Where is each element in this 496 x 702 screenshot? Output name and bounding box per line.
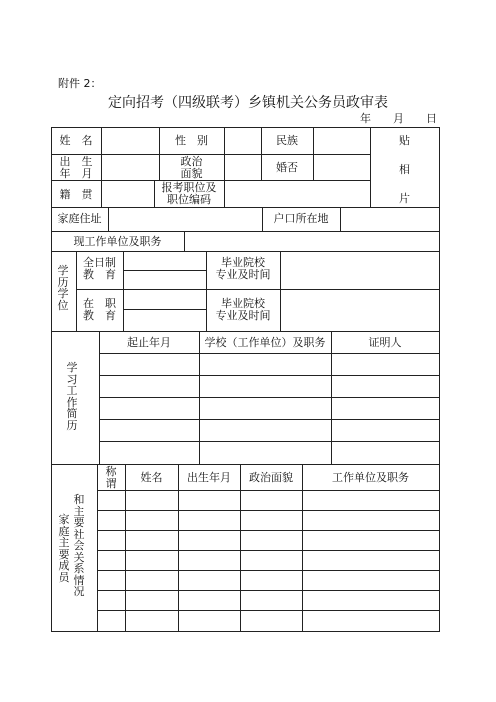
birth-label-line1: 出 生	[59, 155, 93, 168]
family-header-title-line1: 称	[105, 465, 117, 478]
ethnicity-label: 民族	[276, 134, 298, 147]
position-label-line2: 职位编码	[167, 193, 211, 206]
photo-label-char3: 片	[399, 192, 410, 205]
fulltime-school-label-line2: 专业及时间	[215, 268, 271, 281]
home-address-label: 家庭住址	[57, 212, 102, 225]
date-year-label: 年	[360, 112, 371, 125]
resume-section-label: 学习工作简历	[66, 361, 78, 432]
family-header-political: 政治面貌	[249, 471, 293, 484]
family-header-title-line2: 谓	[105, 477, 117, 490]
birth-label-line2: 年 月	[59, 167, 93, 180]
fulltime-school-label-line1: 毕业院校	[221, 256, 265, 269]
hukou-label: 户口所在地	[273, 212, 329, 225]
resume-header-unit: 学校（工作单位）及职务	[204, 336, 326, 349]
family-header-birth: 出生年月	[187, 471, 231, 484]
fulltime-label-line2: 教 育	[83, 268, 116, 281]
current-job-label: 现工作单位及职务	[73, 235, 162, 248]
attachment-label: 附件 2：	[58, 77, 102, 90]
form-title: 定向招考（四级联考）乡镇机关公务员政审表	[108, 95, 388, 111]
parttime-label-line1: 在 职	[83, 297, 116, 310]
date-month-label: 月	[393, 112, 404, 125]
political-label-line2: 面貌	[180, 167, 203, 180]
resume-header-period: 起止年月	[127, 336, 171, 349]
education-section-label: 学历学位	[57, 264, 69, 312]
marital-label: 婚否	[276, 161, 298, 174]
photo-label-char1: 贴	[399, 134, 410, 147]
family-header-name: 姓名	[140, 471, 163, 484]
parttime-school-label-line2: 专业及时间	[215, 309, 271, 322]
gender-label: 性 别	[175, 134, 208, 147]
parttime-school-label-line1: 毕业院校	[221, 297, 265, 310]
name-label: 姓 名	[59, 134, 93, 147]
photo-label-char2: 相	[399, 163, 410, 176]
position-label-line1: 报考职位及	[161, 181, 217, 194]
fulltime-label-line1: 全日制	[83, 256, 116, 269]
date-day-label: 日	[426, 112, 437, 125]
native-place-label: 籍 贯	[59, 188, 93, 201]
family-section-label-a: 家庭主要成员	[58, 513, 70, 584]
parttime-label-line2: 教 育	[83, 309, 116, 322]
resume-header-witness: 证明人	[368, 336, 402, 349]
political-label-line1: 政治	[180, 155, 203, 168]
family-section-label-b: 和主要社会关系情况	[73, 493, 85, 598]
family-header-unit: 工作单位及职务	[332, 471, 409, 484]
